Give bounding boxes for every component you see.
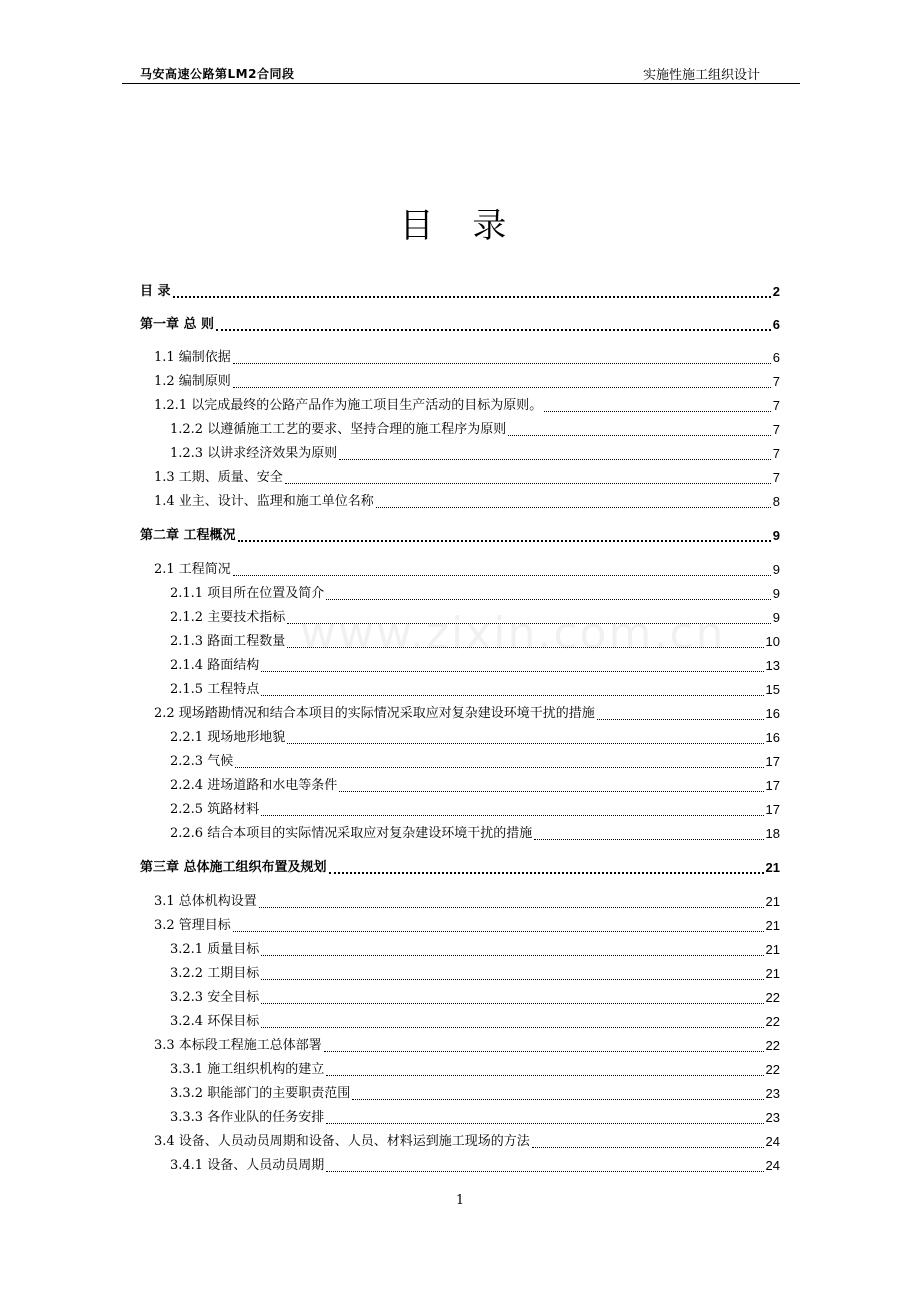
toc-entry[interactable]: [154, 396, 780, 416]
toc-entry[interactable]: [170, 964, 780, 984]
toc-entry-label: 目 录: [140, 284, 171, 299]
toc-entry[interactable]: [154, 372, 780, 392]
toc-entry-label: 第二章 工程概况: [140, 528, 236, 543]
toc-entry-page: 9: [772, 562, 780, 577]
toc-entry-label: 1.2.2 以遵循施工工艺的要求、坚持合理的施工程序为原则: [170, 422, 507, 437]
toc-entry-page: 2: [772, 284, 780, 299]
toc-entry-label: 2.2.4 进场道路和水电等条件: [170, 778, 338, 793]
toc-dot-leader: [287, 646, 763, 648]
toc-chapter-entry[interactable]: [140, 315, 780, 335]
toc-entry-label: 3.3 本标段工程施工总体部署: [154, 1038, 322, 1053]
toc-entry-label: 3.2.2 工期目标: [170, 966, 260, 981]
page-header-right: 实施性施工组织设计: [642, 68, 760, 83]
toc-entry-page: 24: [765, 1158, 780, 1173]
toc-entry[interactable]: [170, 800, 780, 820]
toc-entry-label: 3.2.3 安全目标: [170, 990, 260, 1005]
toc-entry-label: 2.1.4 路面结构: [170, 658, 260, 673]
toc-entry-label: 2.1 工程简况: [154, 562, 231, 577]
toc-entry-label: 2.2.6 结合本项目的实际情况采取应对复杂建设环境干扰的措施: [170, 826, 533, 841]
toc-dot-leader: [508, 434, 771, 436]
toc-entry[interactable]: [170, 1084, 780, 1104]
toc-entry[interactable]: [170, 632, 780, 652]
toc-entry-label: 3.3.1 施工组织机构的建立: [170, 1062, 325, 1077]
toc-dot-leader: [352, 1098, 763, 1100]
toc-dot-leader: [261, 814, 763, 816]
toc-dot-leader: [326, 1170, 763, 1172]
toc-entry-page: 24: [765, 1134, 780, 1149]
toc-entry-page: 22: [765, 1038, 780, 1053]
toc-entry-label: 1.4 业主、设计、监理和施工单位名称: [154, 494, 374, 509]
toc-entry-page: 6: [772, 317, 780, 332]
toc-entry-label: 3.2 管理目标: [154, 918, 231, 933]
toc-entry-page: 21: [765, 918, 780, 933]
toc-chapter-entry[interactable]: [140, 526, 780, 546]
toc-dot-leader: [261, 694, 763, 696]
toc-entry-label: 3.4 设备、人员动员周期和设备、人员、材料运到施工现场的方法: [154, 1134, 530, 1149]
toc-entry-page: 18: [765, 826, 780, 841]
toc-entry-page: 13: [765, 658, 780, 673]
toc-dot-leader: [597, 718, 764, 720]
page-title: 目 录: [399, 206, 521, 246]
toc-dot-leader: [326, 1122, 763, 1124]
toc-entry-label: 2.1.3 路面工程数量: [170, 634, 286, 649]
toc-entry[interactable]: [170, 1060, 780, 1080]
toc-entry-page: 9: [772, 610, 780, 625]
toc-entry-page: 6: [772, 350, 780, 365]
toc-entry[interactable]: [170, 680, 780, 700]
toc-entry-page: 22: [765, 1062, 780, 1077]
toc-entry-page: 7: [772, 446, 780, 461]
toc-entry[interactable]: [154, 1132, 780, 1152]
toc-entry[interactable]: [154, 348, 780, 368]
toc-entry-page: 7: [772, 398, 780, 413]
toc-entry-label: 2.2.1 现场地形地貌: [170, 730, 286, 745]
toc-entry[interactable]: [170, 824, 780, 844]
toc-entry[interactable]: [170, 584, 780, 604]
toc-entry[interactable]: [170, 728, 780, 748]
toc-dot-leader: [324, 1050, 764, 1052]
toc-dot-leader: [261, 670, 763, 672]
toc-dot-leader: [285, 482, 771, 484]
toc-entry[interactable]: [170, 988, 780, 1008]
toc-entry-label: 3.2.1 质量目标: [170, 942, 260, 957]
header-rule: [122, 83, 800, 84]
toc-entry-page: 17: [765, 754, 780, 769]
toc-entry[interactable]: [170, 752, 780, 772]
toc-entry-page: 9: [772, 586, 780, 601]
toc-entry-label: 1.3 工期、质量、安全: [154, 470, 283, 485]
toc-entry-label: 2.2.3 气候: [170, 754, 234, 769]
toc-entry-label: 2.2.5 筑路材料: [170, 802, 260, 817]
toc-entry-page: 22: [765, 990, 780, 1005]
toc-chapter-entry[interactable]: [140, 858, 780, 878]
toc-entry-label: 3.3.3 各作业队的任务安排: [170, 1110, 325, 1125]
toc-dot-leader: [261, 1026, 763, 1028]
toc-entry-label: 1.1 编制依据: [154, 350, 231, 365]
toc-entry-page: 22: [765, 1014, 780, 1029]
toc-dot-leader: [532, 1146, 764, 1148]
toc-entry-label: 2.1.5 工程特点: [170, 682, 260, 697]
toc-entry[interactable]: [170, 420, 780, 440]
toc-dot-leader: [259, 906, 764, 908]
toc-dot-leader: [233, 362, 771, 364]
toc-dot-leader: [233, 386, 771, 388]
page-number: 1: [455, 1193, 465, 1208]
toc-entry-page: 10: [765, 634, 780, 649]
toc-entry-page: 21: [765, 894, 780, 909]
toc-entry[interactable]: [154, 468, 780, 488]
toc-entry-label: 第三章 总体施工组织布置及规划: [140, 860, 327, 875]
toc-entry-page: 9: [772, 528, 780, 543]
toc-entry[interactable]: [170, 940, 780, 960]
toc-entry-label: 3.2.4 环保目标: [170, 1014, 260, 1029]
toc-dot-leader: [235, 766, 763, 768]
toc-dot-leader: [339, 458, 771, 460]
toc-entry[interactable]: [154, 1036, 780, 1056]
toc-entry-label: 2.1.2 主要技术指标: [170, 610, 286, 625]
toc-dot-leader: [287, 742, 763, 744]
toc-entry-page: 21: [765, 942, 780, 957]
toc-dot-leader: [326, 1074, 763, 1076]
toc-dot-leader: [233, 930, 764, 932]
toc-entry[interactable]: [170, 1156, 780, 1176]
toc-entry-label: 2.1.1 项目所在位置及简介: [170, 586, 325, 601]
toc-entry-label: 1.2.3 以讲求经济效果为原则: [170, 446, 338, 461]
toc-entry-page: 21: [765, 860, 780, 875]
toc-entry[interactable]: [154, 560, 780, 580]
toc-dot-leader: [261, 954, 763, 956]
toc-dot-leader: [534, 838, 763, 840]
page-header-left: 马安高速公路第LM2合同段: [140, 67, 295, 81]
toc-entry-page: 17: [765, 802, 780, 817]
toc-entry[interactable]: [170, 776, 780, 796]
toc-entry-label: 3.1 总体机构设置: [154, 894, 257, 909]
toc-dot-leader: [544, 410, 771, 412]
toc-chapter-entry[interactable]: [140, 282, 780, 302]
toc-dot-leader: [173, 295, 771, 298]
toc-entry[interactable]: [154, 916, 780, 936]
toc-entry-page: 7: [772, 374, 780, 389]
toc-dot-leader: [326, 598, 771, 600]
toc-dot-leader: [238, 539, 771, 542]
toc-entry[interactable]: [170, 608, 780, 628]
toc-entry-label: 3.4.1 设备、人员动员周期: [170, 1158, 325, 1173]
toc-entry[interactable]: [170, 656, 780, 676]
toc-dot-leader: [376, 506, 771, 508]
toc-entry-page: 16: [765, 706, 780, 721]
toc-dot-leader: [261, 978, 763, 980]
toc-entry-page: 7: [772, 470, 780, 485]
toc-entry-label: 1.2.1 以完成最终的公路产品作为施工项目生产活动的目标为原则。: [154, 398, 543, 413]
toc-entry-page: 15: [765, 682, 780, 697]
toc-entry-label: 2.2 现场踏勘情况和结合本项目的实际情况采取应对复杂建设环境干扰的措施: [154, 706, 595, 721]
toc-entry[interactable]: [154, 492, 780, 512]
toc-entry[interactable]: [170, 444, 780, 464]
toc-entry-page: 21: [765, 966, 780, 981]
toc-dot-leader: [287, 622, 771, 624]
toc-entry-page: 17: [765, 778, 780, 793]
toc-entry-page: 8: [772, 494, 780, 509]
toc-entry[interactable]: [154, 892, 780, 912]
watermark: www.zixin.com.cn: [300, 608, 726, 659]
toc-entry-page: 23: [765, 1086, 780, 1101]
toc-dot-leader: [233, 574, 771, 576]
toc-entry-page: 23: [765, 1110, 780, 1125]
toc-entry-label: 第一章 总 则: [140, 317, 215, 332]
toc-entry[interactable]: [154, 704, 780, 724]
toc-entry-label: 3.3.2 职能部门的主要职责范围: [170, 1086, 351, 1101]
toc-dot-leader: [261, 1002, 763, 1004]
toc-entry-label: 1.2 编制原则: [154, 374, 231, 389]
toc-dot-leader: [339, 790, 763, 792]
toc-entry-page: 7: [772, 422, 780, 437]
toc-dot-leader: [216, 328, 771, 331]
toc-entry[interactable]: [170, 1108, 780, 1128]
toc-entry-page: 16: [765, 730, 780, 745]
toc-dot-leader: [329, 871, 764, 874]
toc-entry[interactable]: [170, 1012, 780, 1032]
